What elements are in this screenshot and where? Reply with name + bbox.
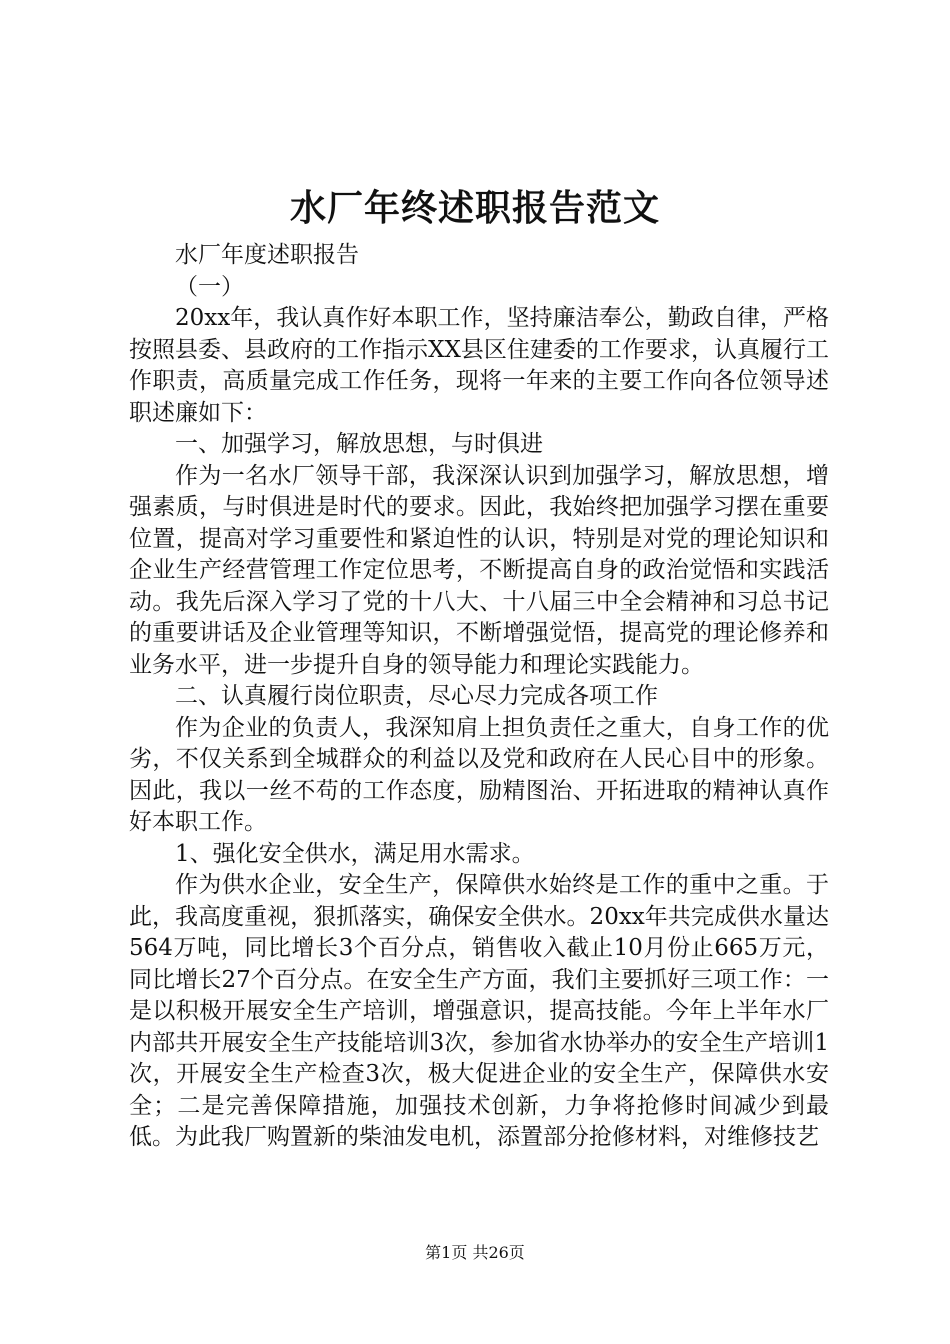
section-heading-2: 二、认真履行岗位职责，尽心尽力完成各项工作 bbox=[175, 683, 658, 709]
document-title: 水厂年终述职报告范文 bbox=[289, 187, 660, 229]
subsection-heading-1: 1、强化安全供水，满足用水需求。 bbox=[175, 840, 535, 867]
subtitle-paragraph: 水厂年度述职报告 bbox=[175, 242, 359, 268]
section-heading-1: 一、加强学习，解放思想，与时俱进 bbox=[175, 431, 543, 457]
document-body bbox=[129, 240, 829, 1154]
section-number-paragraph: （一） bbox=[175, 273, 244, 300]
page-number-footer: 第1页 共26页 bbox=[425, 1243, 525, 1262]
water-supply-paragraph: 作为供水企业，安全生产，保障供水始终是工作的重中之重。于此，我高度重视，狠抓落实，确保安全供水。20xx年共完成供水量达564万吨，同比增长3个百分点，销售收入截止10月份止665万元，同比增长27个百分点。在安全生产方面，我们主要抓好三项工作：一是以积极开展安全生产培训，增强意识，提高技能。今年上半年水厂内部共开展安全生产技能培训3次，参加省水协举办的安全生产培训1次，开展安全生产检查3次，极大促进企业的安全生产，保障供水安全；二是完善保障措施，加强技术创新，力争将抢修时间减少到最低。为此我厂购置新的柴油发电机，添置部分抢修材料，对维修技艺 bbox=[129, 872, 829, 1150]
study-paragraph: 作为一名水厂领导干部，我深深认识到加强学习，解放思想，增强素质，与时俱进是时代的要求。因此，我始终把加强学习摆在重要位置，提高对学习重要性和紧迫性的认识，特别是对党的理论知识和企业生产经营管理工作定位思考，不断提高自身的政治觉悟和实践活动。我先后深入学习了党的十八大、十八届三中全会精神和习总书记的重要讲话及企业管理等知识，不断增强觉悟，提高党的理论修养和业务水平，进一步提升自身的领导能力和理论实践能力。 bbox=[129, 462, 829, 678]
intro-paragraph: 20xx年，我认真作好本职工作，坚持廉洁奉公，勤政自律，严格按照县委、县政府的工作指示XX县区住建委的工作要求，认真履行工作职责，高质量完成工作任务，现将一年来的主要工作向各位领导述职述廉如下： bbox=[129, 305, 829, 426]
responsibility-paragraph: 作为企业的负责人，我深知肩上担负责任之重大，自身工作的优劣，不仅关系到全城群众的利益以及党和政府在人民心目中的形象。因此，我以一丝不苟的工作态度，励精图治、开拓进取的精神认真作好本职工作。 bbox=[129, 714, 829, 835]
